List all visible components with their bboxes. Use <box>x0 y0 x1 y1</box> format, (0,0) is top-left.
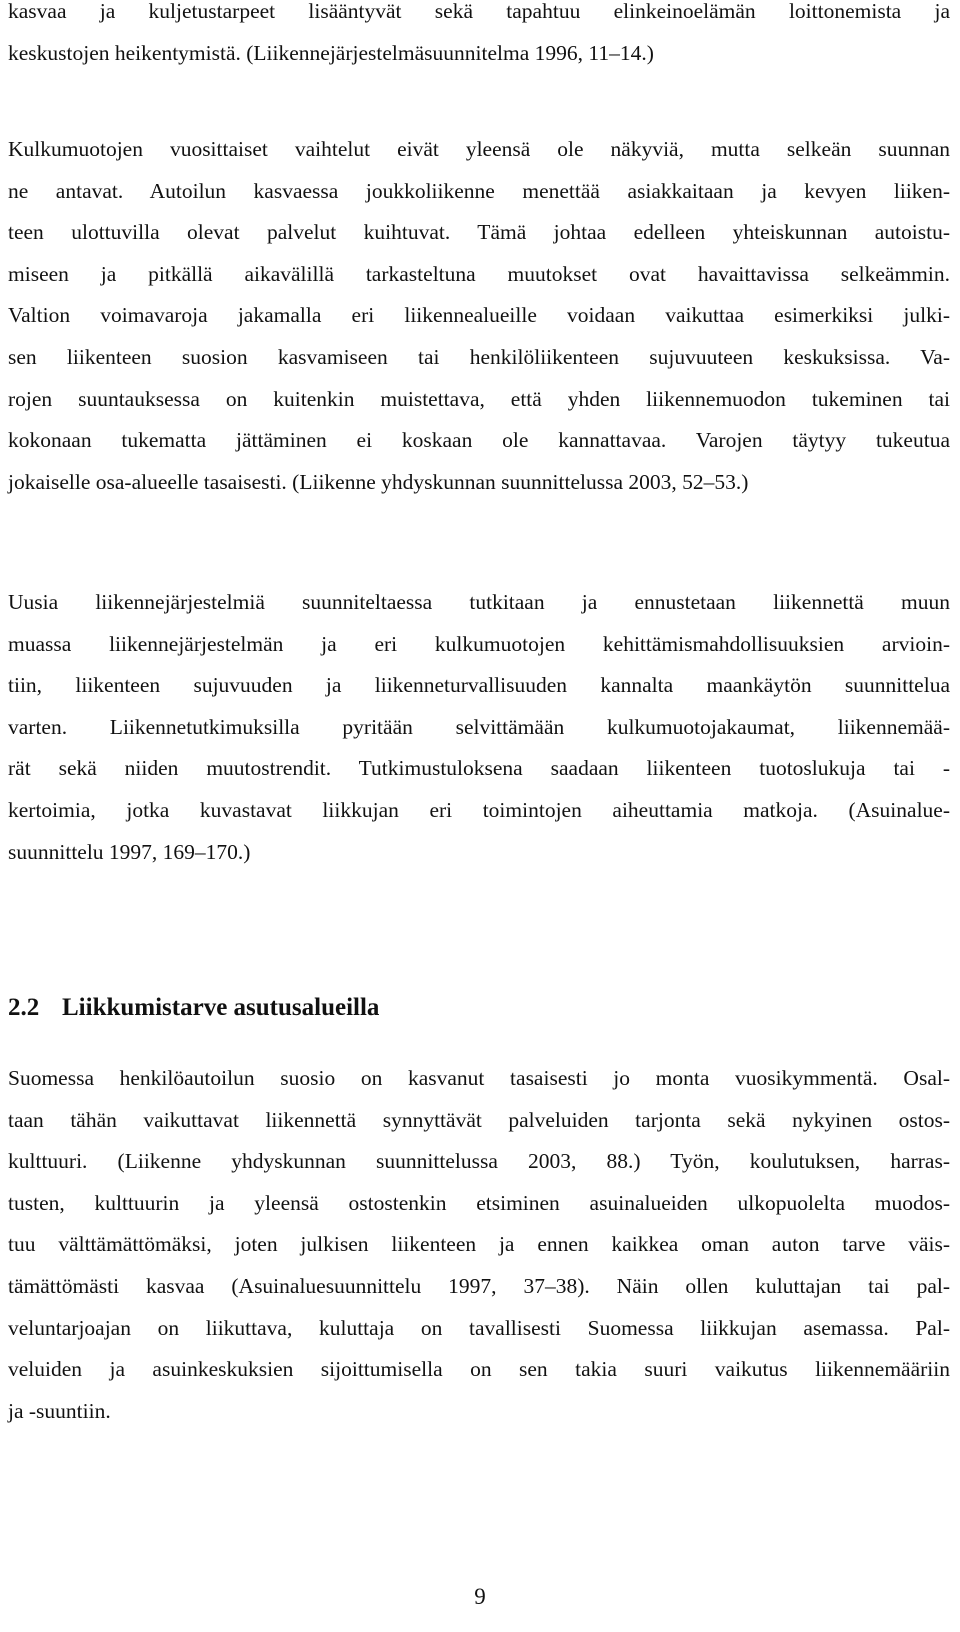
text-line: rät sekä niiden muutostrendit. Tutkimustuloksena saadaan liikenteen tuotoslukuja tai - <box>8 756 950 781</box>
text-line: kokonaan tukematta jättäminen ei koskaan ole kannattavaa. Varojen täytyy tukeutua <box>8 428 950 453</box>
text-line: muassa liikennejärjestelmän ja eri kulkumuotojen kehittämismahdollisuuksien arvioin- <box>8 631 950 656</box>
text-line: kasvaa ja kuljetustarpeet lisääntyvät sekä tapahtuu elinkeinoelämän loittonemista ja <box>8 0 950 23</box>
text-line: rojen suuntauksessa on kuitenkin muistettava, että yhden liikennemuodon tukeminen tai <box>8 386 950 411</box>
text-line: jokaiselle osa-alueelle tasaisesti. (Liikenne yhdyskunnan suunnittelussa 2003, 52–53.) <box>8 469 749 494</box>
section-title: Liikkumistarve asutusalueilla <box>62 994 380 1021</box>
text-line: ja -suuntiin. <box>8 1398 111 1423</box>
text-line: keskustojen heikentymistä. (Liikennejärjestelmäsuunnitelma 1996, 11–14.) <box>8 40 654 65</box>
paragraph-1 <box>8 0 950 74</box>
text-line: veluiden ja asuinkeskuksien sijoittumisella on sen takia suuri vaikutus liikennemääriin <box>8 1357 950 1382</box>
text-line: kulttuuri. (Liikenne yhdyskunnan suunnittelussa 2003, 88.) Työn, koulutuksen, harras- <box>8 1149 950 1174</box>
text-line: varten. Liikennetutkimuksilla pyritään selvittämään kulkumuotojakaumat, liikennemää- <box>8 714 950 739</box>
text-line: Suomessa henkilöautoilun suosio on kasvanut tasaisesti jo monta vuosikymmentä. Osal- <box>8 1066 950 1090</box>
text-line: teen ulottuvilla olevat palvelut kuihtuvat. Tämä johtaa edelleen yhteiskunnan autoistu- <box>8 220 950 245</box>
text-line: taan tähän vaikuttavat liikennettä synnyttävät palveluiden tarjonta sekä nykyinen ostos- <box>8 1107 950 1132</box>
text-line: kertoimia, jotka kuvastavat liikkujan eri toimintojen aiheuttamia matkoja. (Asuinalue- <box>8 797 950 822</box>
page-number: 9 <box>474 1584 486 1609</box>
section-heading <box>8 990 379 1026</box>
section-number: 2.2 <box>8 994 40 1021</box>
text-line: Kulkumuotojen vuosittaiset vaihtelut eivät yleensä ole näkyviä, mutta selkeän suunnan <box>8 137 950 161</box>
text-line: tiin, liikenteen sujuvuuden ja liikenneturvallisuuden kannalta maankäytön suunnittelua <box>8 673 950 698</box>
text-line: tämättömästi kasvaa (Asuinaluesuunnittelu 1997, 37–38). Näin ollen kuluttajan tai pal- <box>8 1273 950 1298</box>
text-line: Valtion voimavaroja jakamalla eri liikennealueille voidaan vaikuttaa esimerkiksi julki- <box>8 303 950 328</box>
text-line: veluntarjoajan on liikuttava, kuluttaja on tavallisesti Suomessa liikkujan asemassa. Pal- <box>8 1315 950 1340</box>
text-line: sen liikenteen suosion kasvamiseen tai henkilöliikenteen sujuvuuteen keskuksissa. Va- <box>8 344 950 369</box>
text-line: Uusia liikennejärjestelmiä suunniteltaessa tutkitaan ja ennustetaan liikennettä muun <box>8 590 950 614</box>
text-line: tusten, kulttuurin ja yleensä ostostenkin etsiminen asuinalueiden ulkopuolelta muodos- <box>8 1190 950 1215</box>
text-line: tuu välttämättömäksi, joten julkisen liikenteen ja ennen kaikkea oman auton tarve väis- <box>8 1232 950 1257</box>
paragraph-2 <box>8 129 950 503</box>
paragraph-4 <box>8 1058 950 1432</box>
text-line: suunnittelu 1997, 169–170.) <box>8 839 251 864</box>
text-line: miseen ja pitkällä aikavälillä tarkasteltuna muutokset ovat havaittavissa selkeämmin. <box>8 261 950 286</box>
text-line: ne antavat. Autoilun kasvaessa joukkoliikenne menettää asiakkaitaan ja kevyen liiken- <box>8 178 950 203</box>
paragraph-3 <box>8 582 950 873</box>
